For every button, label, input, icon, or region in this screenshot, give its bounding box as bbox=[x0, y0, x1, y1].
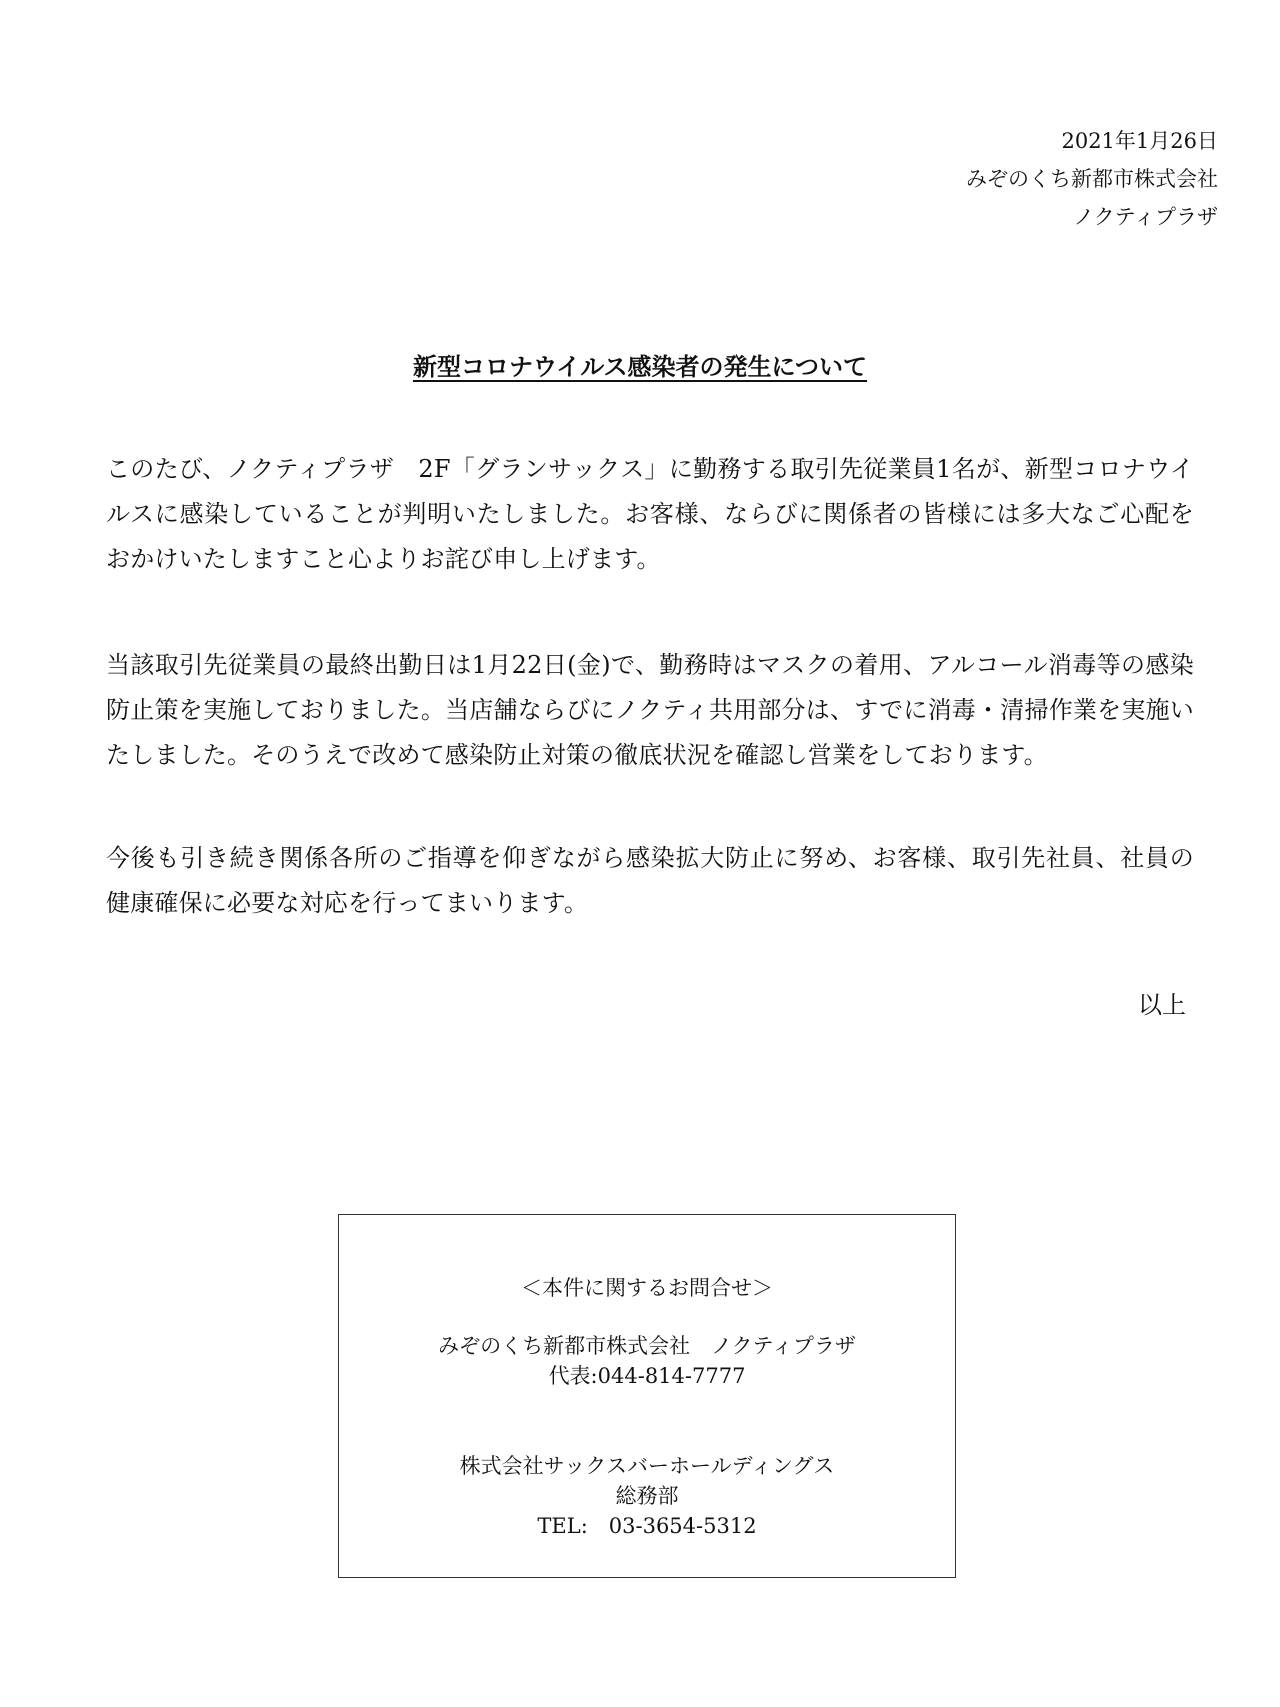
document-title-text: 新型コロナウイルス感染者の発生について bbox=[412, 352, 868, 381]
contact-org-1-phone: 代表:044-814-7777 bbox=[548, 1364, 746, 1388]
issuer-facility: ノクティプラザ bbox=[1073, 205, 1218, 229]
contact-org-1 bbox=[339, 1331, 955, 1391]
body-paragraph-1: このたび、ノクティプラザ 2F「グランサックス」に勤務する取引先従業員1名が、新型コロナウイルスに感染していることが判明いたしました。お客様、ならびに関係者の皆様には多大なご心配をおかけいたしますこと心よりお詫び申し上げます。 bbox=[106, 455, 1194, 573]
issuer-company: みぞのくち新都市株式会社 bbox=[966, 167, 1218, 191]
contact-heading: ＜本件に関するお問合せ＞ bbox=[521, 1276, 773, 1300]
contact-org-2-name: 株式会社サックスバーホールディングス bbox=[459, 1454, 835, 1478]
contact-org-2 bbox=[339, 1451, 955, 1541]
body-paragraph-2: 当該取引先従業員の最終出勤日は1月22日(金)で、勤務時はマスクの着用、アルコール消毒等の感染防止策を実施しておりました。当店舗ならびにノクティ共用部分は、すでに消毒・清掃作業を実施いたしました。そのうえで改めて感染防止対策の徹底状況を確認し営業をしております。 bbox=[106, 651, 1194, 769]
issue-date: 2021年1月26日 bbox=[1061, 129, 1218, 153]
document-title bbox=[0, 347, 1280, 387]
contact-org-2-dept: 総務部 bbox=[615, 1484, 679, 1508]
closing-mark: 以上 bbox=[1138, 991, 1186, 1019]
contact-org-2-phone: TEL: 03-3654-5312 bbox=[537, 1514, 757, 1538]
contact-org-1-name: みぞのくち新都市株式会社 ノクティプラザ bbox=[438, 1334, 856, 1358]
contact-box bbox=[338, 1214, 956, 1578]
document-header bbox=[966, 122, 1218, 236]
body-paragraph-3: 今後も引き続き関係各所のご指導を仰ぎながら感染拡大防止に努め、お客様、取引先社員、社員の健康確保に必要な対応を行ってまいります。 bbox=[106, 844, 1194, 917]
